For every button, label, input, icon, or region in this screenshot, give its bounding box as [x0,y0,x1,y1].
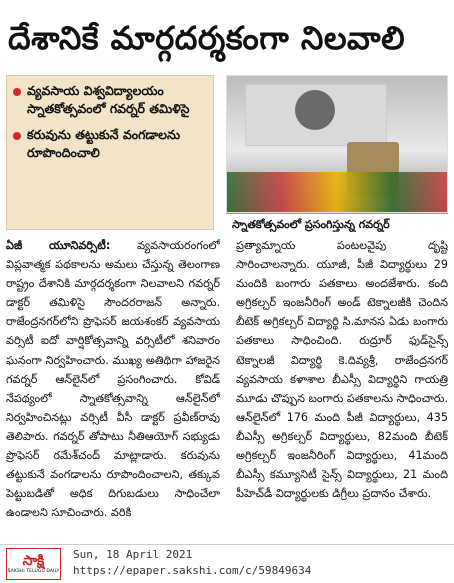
logo-subtext: SAKSHI TELUGU DAILY [7,569,60,574]
article-text-left: వ్యవసాయరంగంలో విప్లవాత్మక పథకాలను అమలు చేస్తున్న తెలంగాణ రాష్ట్రం దేశానికి మార్గదర్శకంగా నిలవాలని గవర్నర్ డాక్టర్ తమిళిసై సౌందరరాజన్ అన్నారు. రాజేంద్రనగర్‌లోని ప్రొఫెసర్ జయశంకర్ వ్యవసాయ వర్సిటీ ఐదో వార్షికోత్సవాన్ని వర్సిటీలో శనివారం ఘనంగా నిర్వహించారు. ముఖ్య అతిథిగా హాజరైన గవర్నర్ ఆన్‌లైన్‌లో ప్రసంగించారు. కోవిడ్ నేపథ్యంలో స్నాతకోత్సవాన్ని ఆన్‌లైన్‌లో నిర్వహించినట్లు వర్సిటీ వీసీ డాక్టర్ ప్రవీణ్‌రావు తెలిపారు. గవర్నర్ తోపాటు నీతిఆయోగ్ సభ్యుడు ప్రొఫెసర్ రమేశ్‌చంద్ మాట్లాడారు. కరువును తట్టుకునే వంగడాలను రూపొందించాలని, తక్కువ పెట్టుబడితో అధిక దిగుబడులు సాధించేలా ఉండాలని సూచించారు. వరికి [6,239,220,520]
article-column-left [6,236,220,543]
speaker-figure [295,90,335,130]
article-dateline: ఏజీ యూనివర్సిటీ: [6,239,138,252]
headline: దేశానికే మార్గదర్శకంగా నిలవాలి [8,19,406,57]
photo-caption: స్నాతకోత్సవంలో ప్రసంగిస్తున్న గవర్నర్ [226,213,448,235]
epaper-url[interactable]: https://epaper.sakshi.com/c/59849634 [73,564,312,577]
summary-bullet-text: వ్యవసాయ విశ్వవిద్యాలయం స్నాతకోత్సవంలో గవర్నర్ తమిళిసై [27,83,190,116]
summary-box [6,75,214,230]
article-text-right: ప్రత్యామ్నాయ పంటలవైపు దృష్టి సారించాలన్నారు. యూజీ, పీజీ విద్యార్థులు 29 మందికి బంగారు పతకాలు అందజేశారు. కంది అగ్రికల్చర్ ఇంజనీరింగ్ అండ్ టెక్నాలజీకి చెందిన బీటెక్ అగ్రికల్చర్ విద్యార్థి సి.మానస ఏడు బంగారు పతకాలు సాధించింది. రుద్రూర్ ఫుడ్‌సైన్స్ టెక్నాలజీ విద్యార్థి కె.దివ్యశ్రీ, రాజేంద్రనగర్ వ్యవసాయ కళాశాల బీఎస్సీ విద్యార్థిని గాయత్రి మూడు చొప్పున బంగారు పతకాలను సాధించారు. ఆన్‌లైన్‌లో 176 మంది పీజీ విద్యార్థులు, 435 బీఎస్సీ అగ్రికల్చర్ విద్యార్థులు, 82మంది బీటెక్ అగ్రికల్చర్ ఇంజనీరింగ్ విద్యార్థులు, 41మంది బీఎస్సీ కమ్యూనిటీ సైన్స్ విద్యార్థులు, 21 మంది పీహెచ్‌డీ విద్యార్థులకు డిగ్రీలు ప్రదానం చేశారు. [236,239,448,501]
bullet-dot-icon [13,132,21,140]
bullet-dot-icon [13,88,21,96]
summary-bullet [13,82,207,118]
footer [0,544,454,583]
flower-decoration [227,172,447,212]
article-column-right [236,236,448,543]
summary-bullet-text: కరువును తట్టుకునే వంగడాలను రూపొందించాలి [27,127,181,160]
news-photo [226,75,448,213]
logo-text: సాక్షి [22,553,45,569]
sakshi-logo[interactable] [6,548,61,580]
publication-date: Sun, 18 April 2021 [73,548,193,561]
summary-bullet [13,126,207,162]
